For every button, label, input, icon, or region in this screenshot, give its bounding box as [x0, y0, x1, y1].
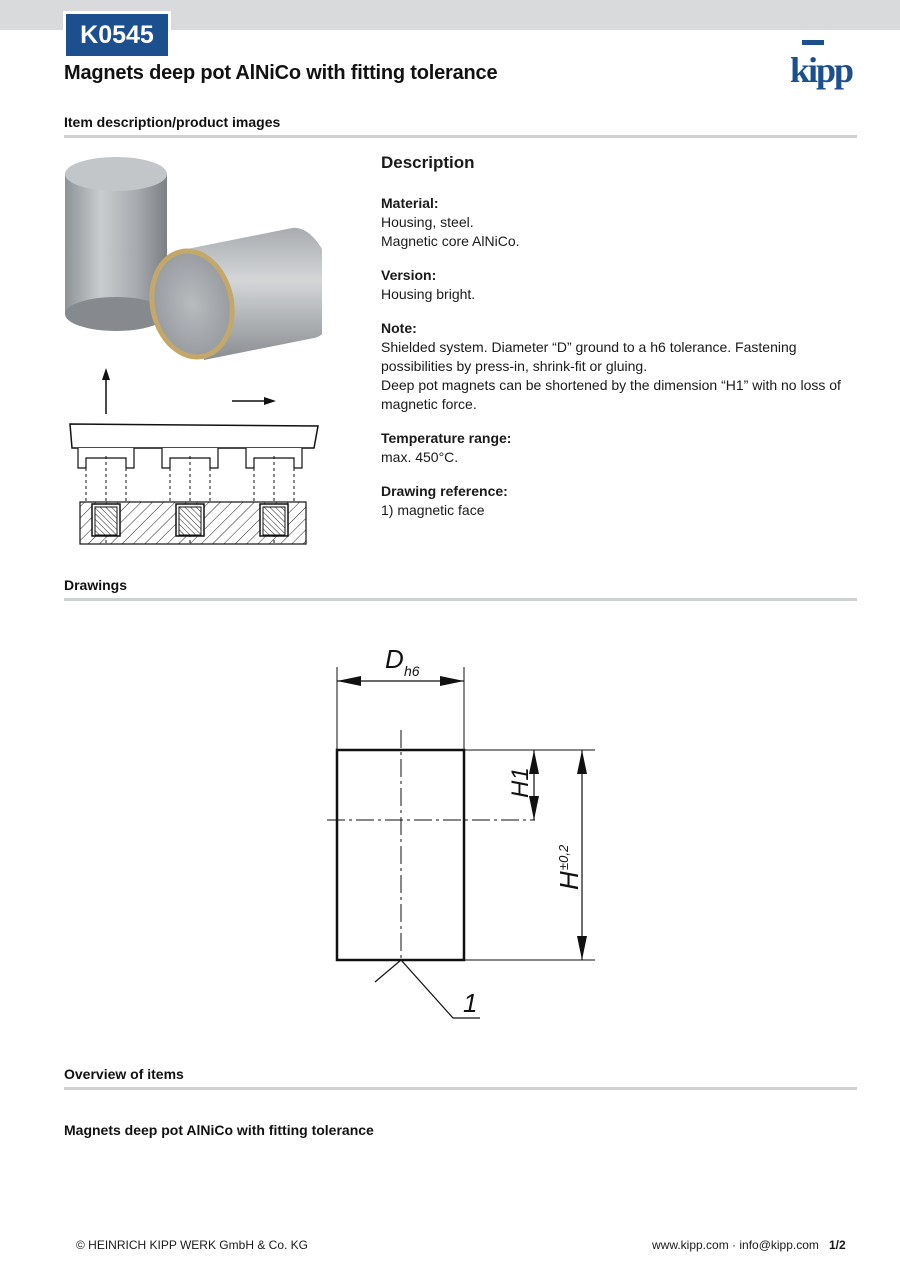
note-label: Note:: [381, 320, 417, 336]
kipp-logo: [784, 38, 858, 92]
drawing-reference-number: 1: [463, 988, 478, 1018]
description-heading: Description: [381, 153, 475, 172]
kipp-logo-text: kipp: [789, 50, 853, 90]
section-overview: Overview of items: [64, 1066, 184, 1082]
technical-drawing: [300, 630, 620, 1030]
material-line: Magnetic core AlNiCo.: [381, 233, 520, 249]
section-drawings: Drawings: [64, 577, 128, 593]
dimension-d-label: D: [385, 644, 404, 674]
note-line: Shielded system. Diameter “D” ground to a h6 tolerance. Fastening possibilities by press-in, shrink-fit or gluing.: [381, 339, 797, 374]
dimension-d-tolerance: h6: [404, 663, 420, 679]
version-text: Housing bright.: [381, 286, 476, 302]
section-divider: [64, 1087, 857, 1090]
drawing-ref-label: Drawing reference:: [381, 483, 508, 499]
temperature-text: max. 450°C.: [381, 449, 459, 465]
temperature-block: [381, 429, 861, 467]
overview-item-title: Magnets deep pot AlNiCo with fitting tolerance: [64, 1122, 374, 1138]
section-item-description: Item description/product images: [64, 114, 281, 130]
product-code-badge: K0545: [66, 14, 168, 56]
section-divider: [64, 135, 857, 138]
material-line: Housing, steel.: [381, 214, 474, 230]
version-block: [381, 266, 861, 304]
note-line: Deep pot magnets can be shortened by the dimension “H1” with no loss of magnetic force.: [381, 377, 841, 412]
material-block: [381, 194, 861, 251]
section-divider: [64, 598, 857, 601]
drawing-ref-block: [381, 482, 861, 520]
footer-contact: www.kipp.com · info@kipp.com: [652, 1238, 819, 1252]
version-label: Version:: [381, 267, 437, 283]
temperature-label: Temperature range:: [381, 430, 512, 446]
drawing-ref-text: 1) magnetic face: [381, 502, 485, 518]
material-label: Material:: [381, 195, 439, 211]
page-number: 1/2: [829, 1238, 846, 1252]
dimension-h-tolerance: ±0,2: [556, 844, 571, 870]
application-scheme: [64, 364, 322, 552]
dimension-h-label: H: [554, 871, 584, 890]
page-title: Magnets deep pot AlNiCo with fitting tolerance: [64, 62, 498, 84]
description-panel: [381, 152, 861, 535]
product-photo: [64, 152, 322, 364]
note-block: [381, 319, 861, 414]
dimension-h1-label: H1: [507, 767, 534, 798]
footer-copyright: © HEINRICH KIPP WERK GmbH & Co. KG: [76, 1238, 308, 1252]
